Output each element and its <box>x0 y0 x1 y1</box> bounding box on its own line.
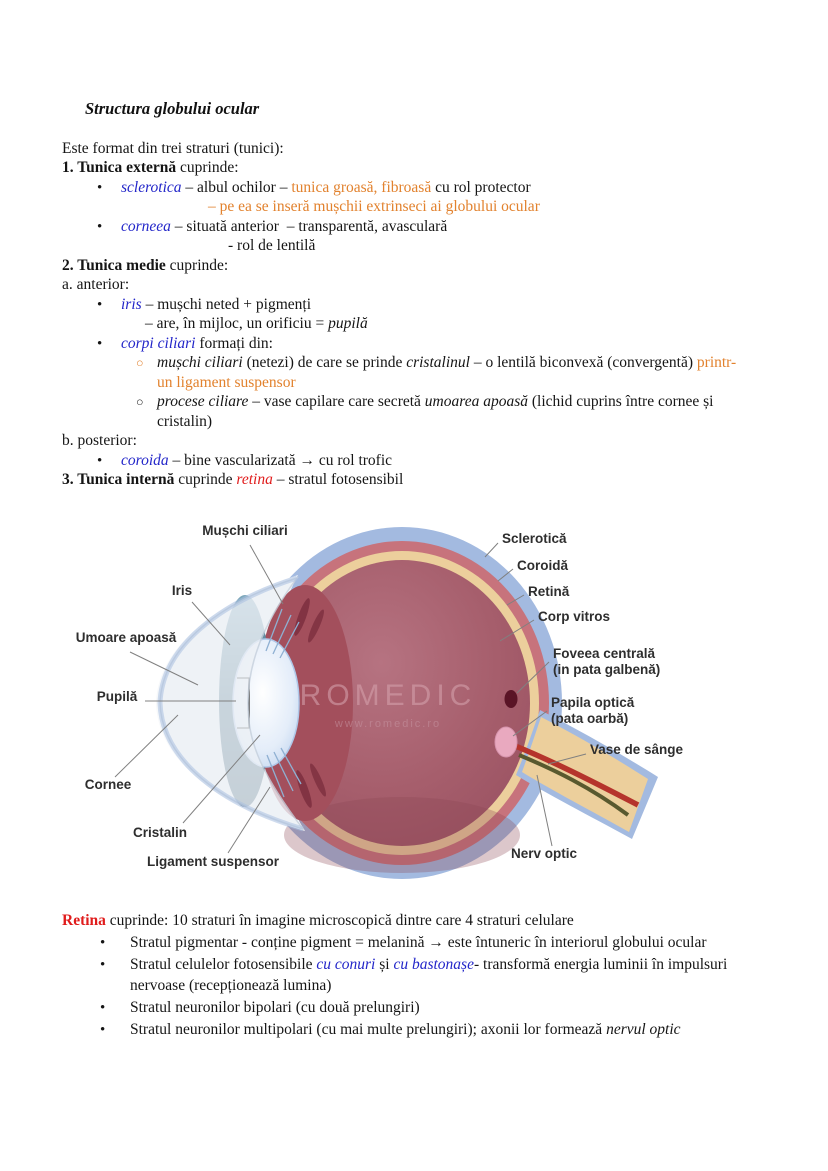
text-line <box>145 315 368 333</box>
text-segment: iris <box>121 296 142 313</box>
text-segment: cristalinul <box>406 354 470 371</box>
diagram-label-cornee <box>85 777 132 793</box>
eye-diagram <box>70 505 790 895</box>
text-segment: cuprinde <box>178 471 237 488</box>
bullet-glyph: • <box>97 297 103 313</box>
text-segment: - rol de lentilă <box>228 237 316 254</box>
bullet-glyph: • <box>97 453 103 469</box>
text-line <box>208 198 540 216</box>
text-segment: Stratul celulelor fotosensibile <box>130 956 317 973</box>
diagram-label-line: Coroidă <box>517 558 569 573</box>
diagram-label-line: Iris <box>171 583 193 598</box>
text-segment: 3. Tunica internă <box>62 471 179 488</box>
bullet-glyph: • <box>97 180 103 196</box>
text-segment: – are, în mijloc, un orificiu = <box>145 315 329 332</box>
diagram-label-line: (in pata galbenă) <box>553 662 661 677</box>
text-segment: – mușchi neted + pigmenți <box>141 296 311 313</box>
diagram-label-iris <box>172 583 192 599</box>
diagram-label-line: Ligament suspensor <box>146 854 280 869</box>
bullet-glyph: ○ <box>136 395 144 409</box>
text-line <box>130 956 727 974</box>
diagram-label-papila-optica <box>551 695 634 727</box>
leader-sclerotica <box>485 543 498 557</box>
text-line <box>121 179 531 197</box>
diagram-label-line: Nerv optic <box>511 846 578 861</box>
diagram-label-muschi-ciliari <box>202 523 288 539</box>
text-segment: Stratul pigmentar - conține pigment = melanină → este întuneric în interiorul globului ocular <box>130 934 707 951</box>
text-line <box>130 934 707 952</box>
papilla-shape <box>495 727 517 757</box>
leader-cornee <box>115 715 178 777</box>
text-segment: tunica groasă, fibroasă <box>291 179 432 196</box>
text-segment: nervoase (recepționează lumina) <box>130 977 332 994</box>
diagram-label-line: (pata oarbă) <box>551 711 629 726</box>
text-line <box>157 354 736 372</box>
text-segment: 1. Tunica externă <box>62 159 180 176</box>
text-segment: Stratul neuronilor bipolari (cu două prelungiri) <box>130 999 420 1016</box>
text-segment: umoarea apoasă <box>424 393 528 410</box>
diagram-label-retina <box>528 584 569 600</box>
text-segment: (lichid cuprins între cornee și <box>527 393 714 410</box>
text-segment: b. posterior: <box>62 432 137 449</box>
text-line <box>62 159 239 177</box>
bullet-glyph: • <box>97 336 103 352</box>
text-segment: (netezi) de care se prinde <box>242 354 407 371</box>
diagram-label-line: Papila optică <box>551 695 635 710</box>
text-segment: a. anterior: <box>62 276 130 293</box>
text-segment: – albul ochilor – <box>181 179 292 196</box>
diagram-label-pupila <box>97 689 138 705</box>
text-line <box>228 237 315 255</box>
text-segment: procese ciliare <box>157 393 249 410</box>
text-line <box>62 140 284 158</box>
text-segment: sclerotica <box>121 179 182 196</box>
text-line <box>121 452 392 470</box>
text-segment: un ligament suspensor <box>157 374 296 391</box>
diagram-label-ligament-suspensor <box>147 854 279 870</box>
text-segment: cu rol protector <box>431 179 531 196</box>
text-segment: cu conuri <box>316 956 376 973</box>
text-line <box>62 432 137 450</box>
bullet-glyph: • <box>97 219 103 235</box>
bullet-glyph: • <box>100 1000 106 1016</box>
diagram-label-line: Cornee <box>84 777 132 792</box>
diagram-label-line: Pupilă <box>96 689 138 704</box>
page-title: Structura globului ocular <box>85 99 260 118</box>
text-line <box>157 393 714 411</box>
diagram-label-corp-vitros <box>538 609 610 625</box>
bullet-glyph: • <box>100 1022 106 1038</box>
text-segment: cuprinde: 10 straturi în imagine microscopică dintre care 4 straturi celulare <box>105 912 574 929</box>
diagram-label-umoare-apoasa <box>76 630 177 646</box>
diagram-label-line: Cristalin <box>132 825 188 840</box>
text-line <box>121 296 311 314</box>
text-line <box>62 471 403 489</box>
text-line <box>130 999 420 1017</box>
text-segment: și <box>375 956 394 973</box>
watermark-url: www.romedic.ro <box>334 718 442 730</box>
text-segment: formați din: <box>195 335 273 352</box>
text-segment: – situată anterior – transparentă, avasculară <box>170 218 448 235</box>
text-line <box>62 257 228 275</box>
text-segment: Este format din trei straturi (tunici): <box>62 140 284 157</box>
text-segment: – vase capilare care secretă <box>248 393 425 410</box>
text-segment: cu bastonașe <box>393 956 474 973</box>
diagram-label-sclerotica <box>502 531 567 547</box>
text-segment: printr- <box>696 354 737 371</box>
text-line <box>157 374 296 392</box>
text-line <box>62 276 129 294</box>
diagram-label-cristalin <box>133 825 187 841</box>
text-segment: cristalin) <box>157 413 213 430</box>
diagram-label-nerv-optic <box>511 846 577 862</box>
text-segment: retina <box>236 471 273 488</box>
text-line <box>121 218 447 236</box>
text-segment: nervul optic <box>606 1021 681 1038</box>
text-segment: coroida <box>121 452 169 469</box>
text-line <box>121 335 273 353</box>
text-segment: cuprinde: <box>179 159 239 176</box>
text-segment: cuprinde: <box>169 257 229 274</box>
diagram-label-line: Vase de sânge <box>590 742 684 757</box>
diagram-label-line: Sclerotică <box>502 531 567 546</box>
text-line <box>130 1021 681 1039</box>
text-segment: Retina <box>62 912 106 929</box>
diagram-label-line: Corp vitros <box>538 609 611 624</box>
diagram-label-foveea-centrala <box>553 646 660 678</box>
diagram-label-line: Foveea centrală <box>553 646 656 661</box>
text-line <box>62 912 574 930</box>
diagram-label-coroida <box>517 558 568 574</box>
watermark-brand: ROMEDIC <box>299 679 477 712</box>
text-line <box>157 413 212 431</box>
diagram-label-vase-de-sange <box>590 742 683 758</box>
text-segment: – stratul fotosensibil <box>272 471 404 488</box>
text-segment: pupilă <box>328 315 368 332</box>
text-segment: Stratul neuronilor multipolari (cu mai multe prelungiri); axonii lor formează <box>130 1021 607 1038</box>
text-segment: – bine vascularizată → cu rol trofic <box>168 452 393 469</box>
diagram-label-line: Umoare apoasă <box>75 630 177 645</box>
fovea-dot <box>505 690 518 708</box>
text-segment: – o lentilă biconvexă (convergentă) <box>469 354 697 371</box>
diagram-label-line: Retină <box>528 584 570 599</box>
bullet-glyph: • <box>100 935 106 951</box>
text-segment: mușchi ciliari <box>157 354 243 371</box>
text-segment: - transformă energia luminii în impulsuri <box>473 956 728 973</box>
text-line <box>130 977 331 995</box>
text-segment: corneea <box>121 218 171 235</box>
text-segment: corpi ciliari <box>121 335 196 352</box>
diagram-label-line: Mușchi ciliari <box>202 523 288 538</box>
bullet-glyph: ○ <box>136 356 144 370</box>
bullet-glyph: • <box>100 957 106 973</box>
text-segment: – pe ea se inseră mușchii extrinseci ai globului ocular <box>208 198 540 215</box>
text-segment: 2. Tunica medie <box>62 257 170 274</box>
